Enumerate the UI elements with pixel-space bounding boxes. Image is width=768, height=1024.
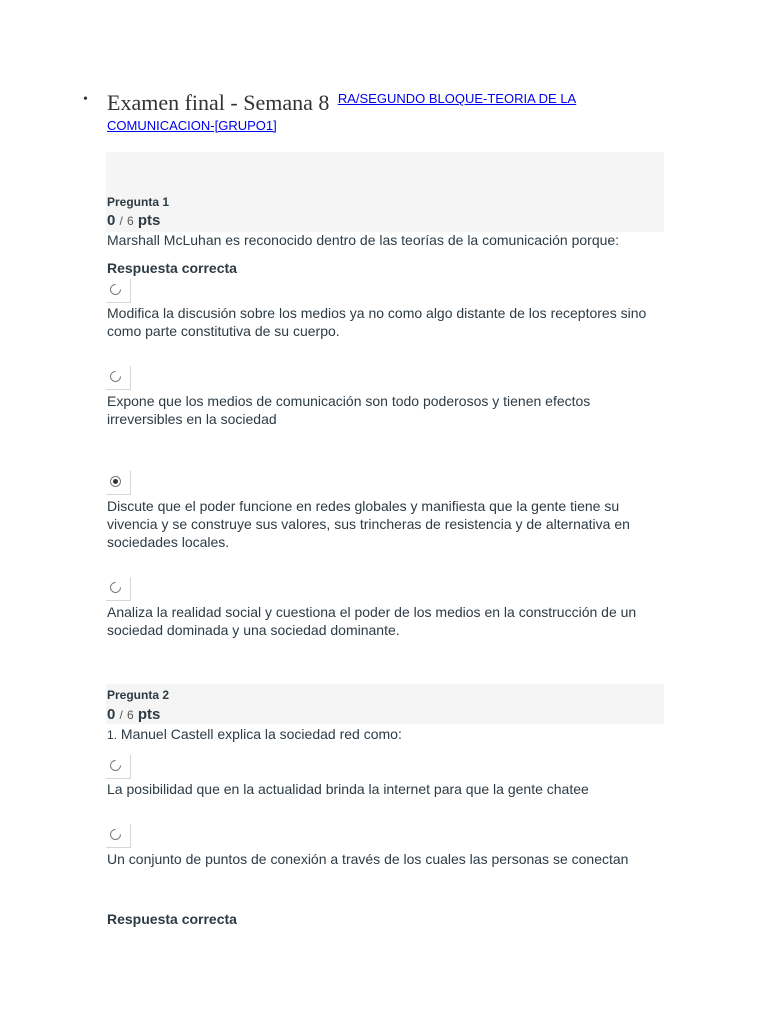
- question-2-prompt: Manuel Castell explica la sociedad red como:: [120, 726, 402, 742]
- answer-1-1-text: Modifica la discusión sobre los medios ya no como algo distante de los receptores sino como parte constitutiva de su cuerpo.: [107, 305, 647, 339]
- question-1-score: [107, 212, 160, 229]
- answer-2-1-radio[interactable]: [106, 755, 131, 779]
- question-1-text: Marshall McLuhan es reconocido dentro de las teorías de la comunicación porque:: [107, 232, 620, 248]
- question-1-score-value: 0: [107, 212, 116, 229]
- question-1-score-max: 6: [127, 214, 134, 228]
- question-2-score-unit: pts: [137, 706, 161, 723]
- answer-1-1-radio[interactable]: [106, 279, 131, 303]
- radio-unselected-icon: [108, 580, 124, 596]
- answer-1-2-radio[interactable]: [106, 366, 131, 390]
- radio-unselected-icon: [108, 282, 124, 298]
- radio-unselected-icon: [108, 369, 124, 385]
- question-2-score-slash: /: [119, 708, 123, 722]
- question-2-score-max: 6: [127, 708, 134, 722]
- question-2-label: Pregunta 2: [107, 688, 170, 702]
- answer-1-4-radio[interactable]: [106, 577, 131, 601]
- question-1-score-slash: /: [119, 214, 123, 228]
- radio-unselected-icon: [108, 827, 124, 843]
- answer-2-2-radio[interactable]: [106, 824, 131, 848]
- question-2-score-value: 0: [107, 706, 116, 723]
- question-2-header: [106, 684, 664, 724]
- question-2-number: 1.: [107, 728, 118, 742]
- answer-1-2-text: Expone que los medios de comunicación son todo poderosos y tienen efectos irreversibles en la sociedad: [107, 393, 591, 427]
- question-1-label: Pregunta 1: [107, 195, 170, 209]
- answer-1-3-radio[interactable]: [106, 471, 131, 495]
- question-2-correct-label: Respuesta correcta: [107, 911, 237, 927]
- answer-1-3-text: Discute que el poder funcione en redes globales y manifiesta que la gente tiene su vivencia y se construye sus valores, sus trincheras de resistencia y de alternativa en sociedades locales.: [107, 498, 630, 550]
- exam-title: Examen final - Semana 8: [107, 90, 330, 115]
- course-link[interactable]: RA/SEGUNDO BLOQUE-TEORIA DE LA: [337, 91, 577, 106]
- answer-2-1-text: La posibilidad que en la actualidad brinda la internet para que la gente chatee: [107, 781, 589, 797]
- bullet-icon: •: [83, 92, 88, 107]
- answer-1-4-text: Analiza la realidad social y cuestiona el poder de los medios en la construcción de un sociedad dominada y una sociedad dominante.: [107, 604, 637, 638]
- radio-unselected-icon: [108, 758, 124, 774]
- question-2-text: [107, 726, 402, 742]
- title-line: [107, 90, 576, 116]
- radio-selected-icon: [110, 476, 121, 487]
- question-1-header: [106, 152, 664, 232]
- answer-2-2-text: Un conjunto de puntos de conexión a través de los cuales las personas se conectan: [107, 851, 629, 867]
- question-2-score: [107, 706, 160, 723]
- question-1-correct-label: Respuesta correcta: [107, 260, 237, 276]
- course-link-continued[interactable]: COMUNICACION-[GRUPO1]: [107, 118, 277, 133]
- question-1-score-unit: pts: [137, 212, 161, 229]
